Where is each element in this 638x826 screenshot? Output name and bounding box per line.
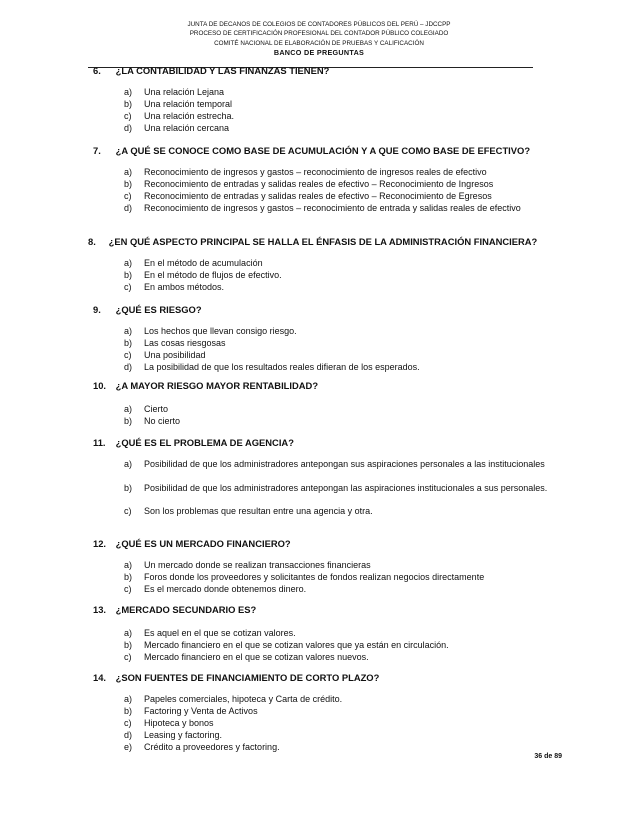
- question-text: ¿QUÉ ES UN MERCADO FINANCIERO?: [115, 538, 291, 549]
- question-13: [93, 604, 256, 615]
- question-number: 14.: [93, 672, 107, 683]
- question-11: [93, 437, 294, 448]
- question-number: 12.: [93, 538, 107, 549]
- question-number: 6.: [93, 65, 101, 76]
- question-text: ¿A QUÉ SE CONOCE COMO BASE DE ACUMULACIÓN Y A QUE COMO BASE DE EFECTIVO?: [115, 145, 531, 156]
- page-header: [0, 20, 638, 58]
- question-7: [93, 145, 530, 156]
- question-14: [93, 672, 379, 683]
- question-12: [93, 538, 291, 549]
- question-number: 8.: [88, 236, 96, 247]
- question-text: ¿MERCADO SECUNDARIO ES?: [115, 604, 257, 615]
- question-number: 11.: [93, 437, 106, 448]
- question-6: [93, 65, 329, 76]
- page-number: 36 de 89: [534, 753, 562, 760]
- header-line-3: COMITÉ NACIONAL DE ELABORACIÓN DE PRUEBAS Y CALIFICACIÓN: [214, 39, 424, 47]
- question-9: [93, 304, 202, 315]
- question-number: 7.: [93, 145, 101, 156]
- question-8: [88, 236, 537, 247]
- header-line-2: PROCESO DE CERTIFICACIÓN PROFESIONAL DEL CONTADOR PÚBLICO COLEGIADO: [189, 30, 449, 38]
- question-text: ¿QUÉ ES EL PROBLEMA DE AGENCIA?: [115, 437, 294, 448]
- question-text: ¿A MAYOR RIESGO MAYOR RENTABILIDAD?: [115, 380, 319, 391]
- question-number: 10.: [93, 380, 107, 391]
- question-number: 9.: [93, 304, 101, 315]
- question-number: 13.: [93, 604, 107, 615]
- header-bank-title: BANCO DE PREGUNTAS: [273, 48, 365, 58]
- question-text: ¿QUÉ ES RIESGO?: [115, 304, 202, 315]
- question-text: ¿SON FUENTES DE FINANCIAMIENTO DE CORTO PLAZO?: [115, 672, 380, 683]
- header-line-1: JUNTA DE DECANOS DE COLEGIOS DE CONTADORES PÚBLICOS DEL PERÚ – JDCCPP: [187, 21, 451, 28]
- question-text: ¿EN QUÉ ASPECTO PRINCIPAL SE HALLA EL ÉNFASIS DE LA ADMINISTRACIÓN FINANCIERA?: [108, 236, 538, 247]
- question-text: ¿LA CONTABILIDAD Y LAS FINANZAS TIENEN?: [115, 65, 330, 76]
- question-10: [93, 380, 318, 391]
